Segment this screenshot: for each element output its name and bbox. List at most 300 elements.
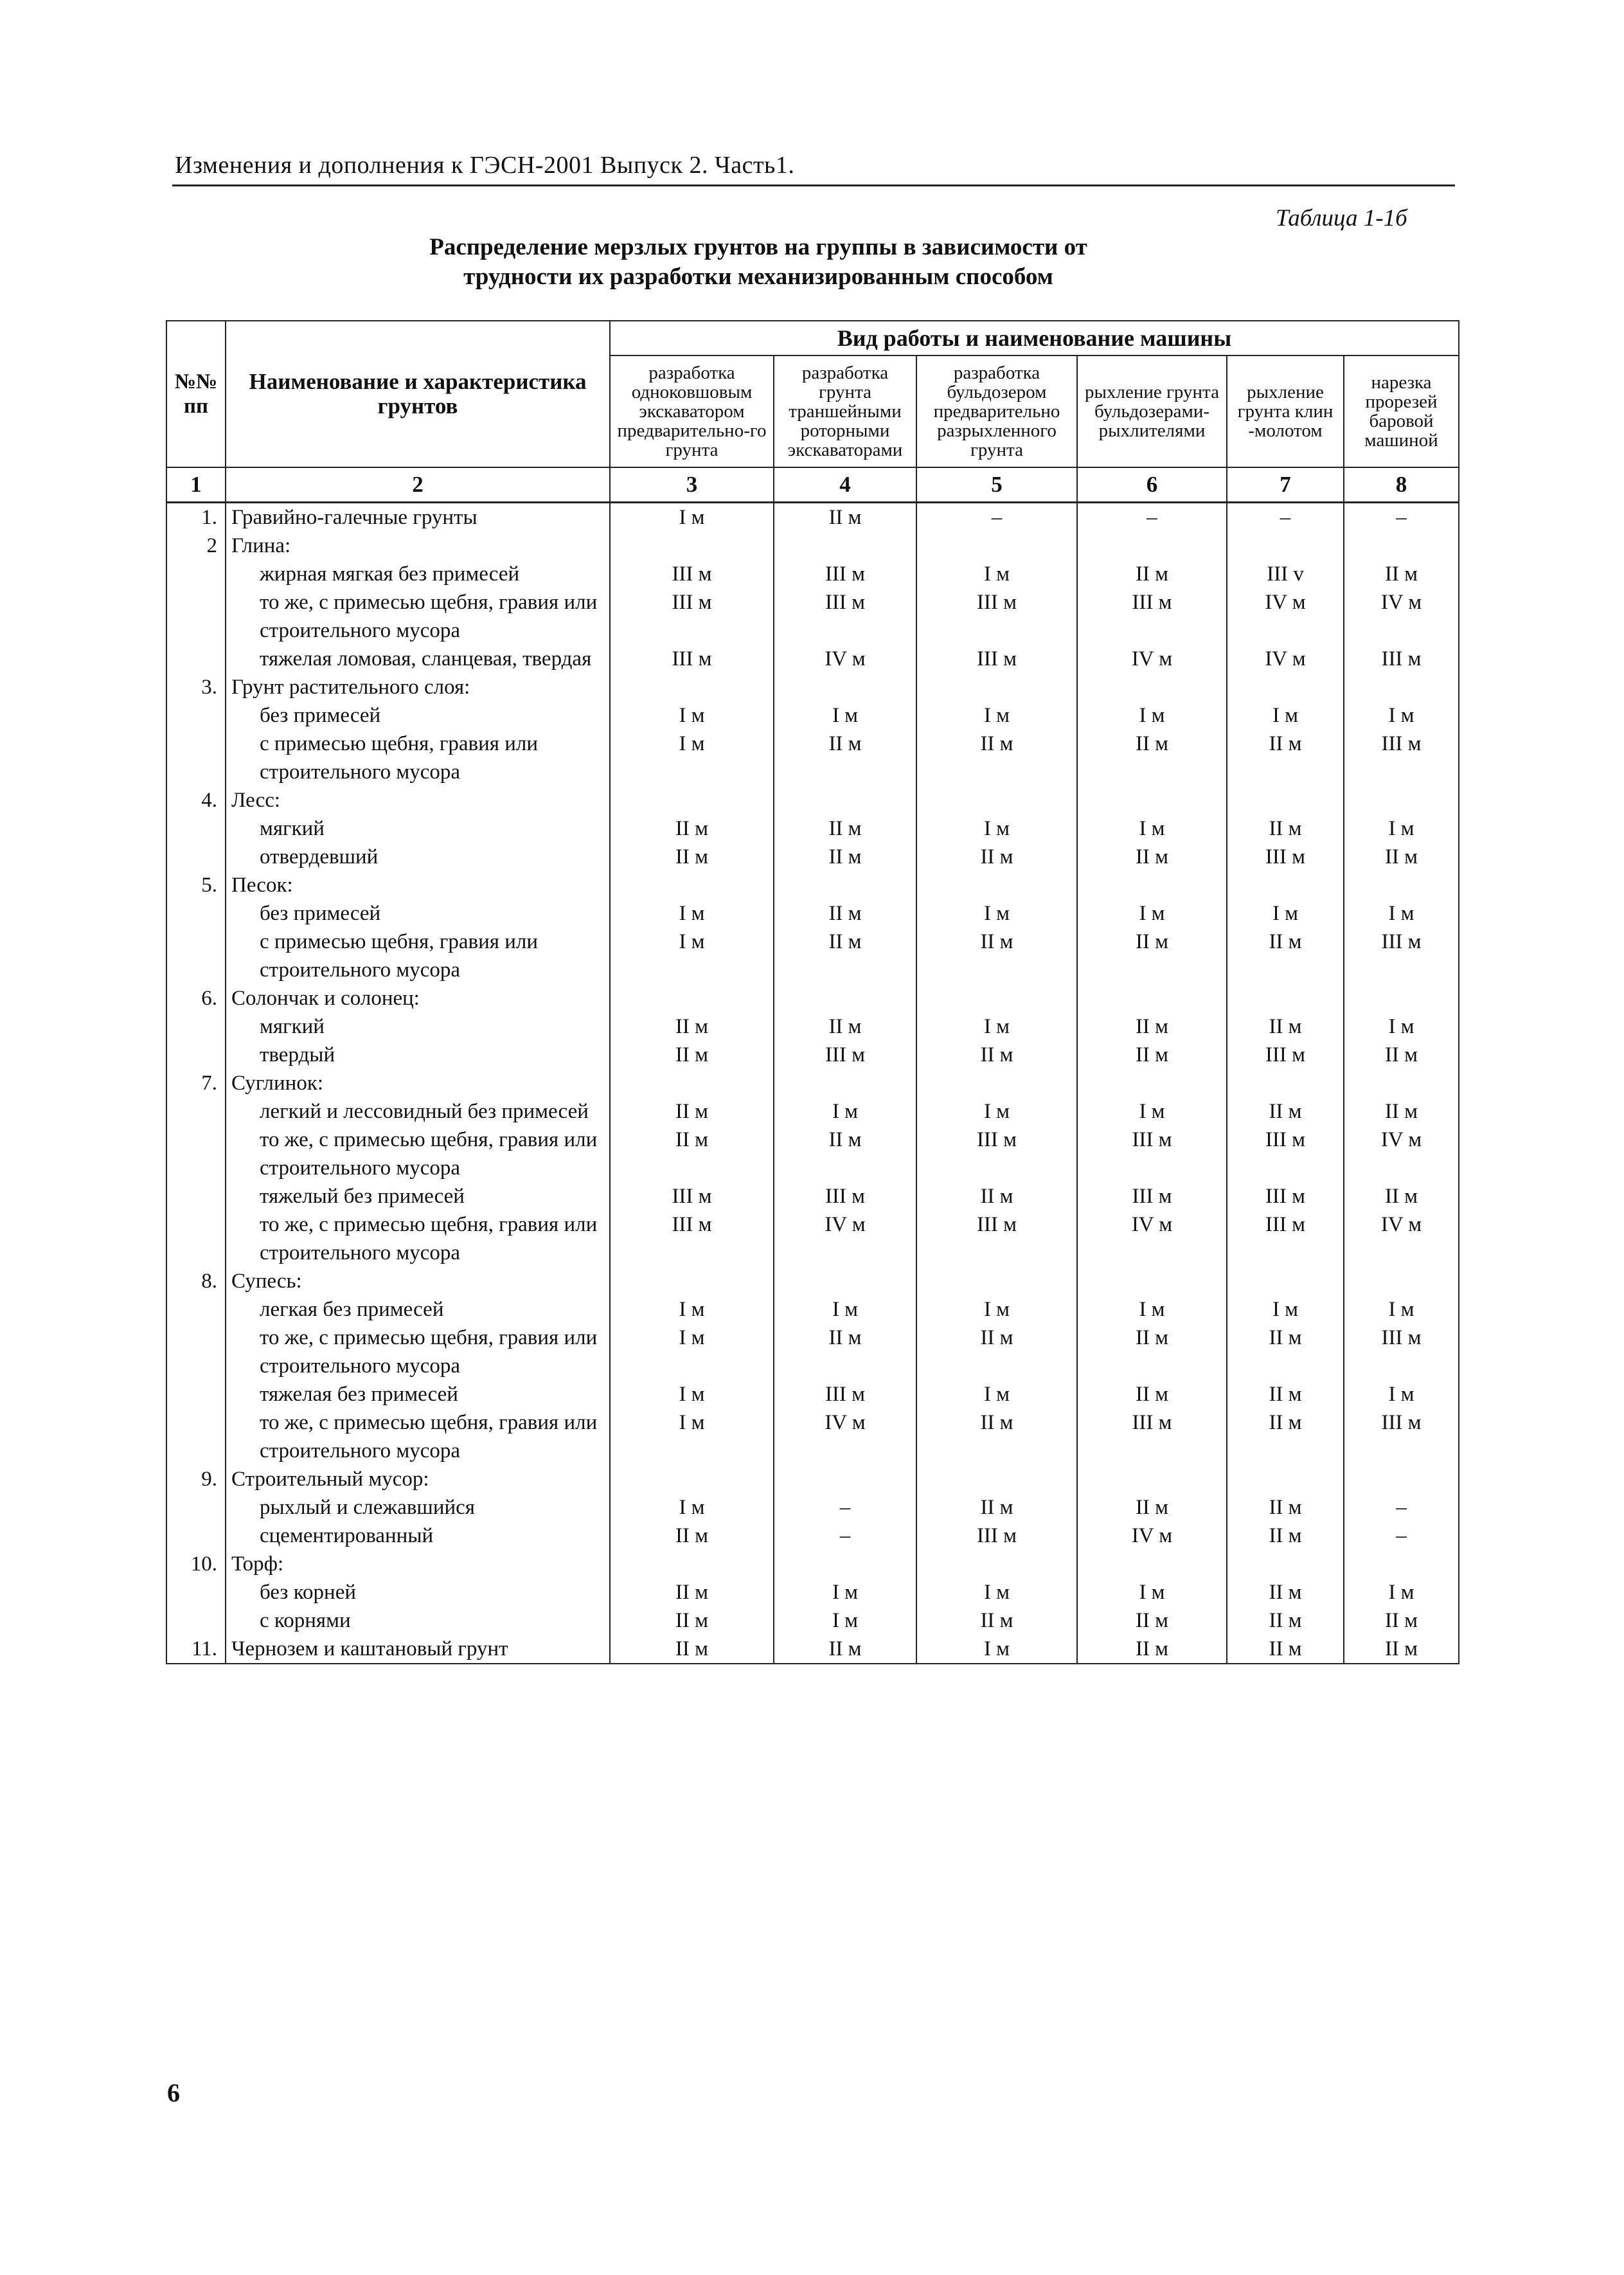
soil-group-cell: II м [774, 1324, 916, 1380]
table-title [398, 233, 1118, 292]
soil-group-cell: I м [610, 1380, 774, 1408]
soil-group-cell: III м [774, 588, 916, 645]
soil-group-cell [916, 871, 1077, 899]
row-number [166, 1522, 226, 1550]
soil-group-cell: II м [1227, 1493, 1344, 1522]
soil-group-cell: I м [1344, 814, 1459, 843]
soil-subtype-name: мягкий [226, 1012, 610, 1041]
column-header-name: Наименование и характеристика грунтов [226, 321, 610, 467]
soil-group-cell: I м [1227, 899, 1344, 928]
table-row [166, 503, 1459, 532]
soil-group-cell [1344, 673, 1459, 701]
soil-group-cell: IV м [1077, 645, 1227, 673]
soil-name: Гравийно-галечные грунты [226, 503, 610, 532]
soil-group-cell: II м [774, 1635, 916, 1664]
column-number: 4 [774, 467, 916, 503]
soil-group-cell [774, 532, 916, 560]
soil-subtype-name: без примесей [226, 899, 610, 928]
table-row [166, 701, 1459, 730]
soil-group-cell [1344, 1267, 1459, 1295]
soil-group-cell: I м [916, 1578, 1077, 1606]
soil-subtype-name: с примесью щебня, гравия или строительного мусора [226, 730, 610, 786]
soil-group-cell: II м [610, 814, 774, 843]
soil-group-cell: II м [610, 843, 774, 871]
row-number: 7. [166, 1069, 226, 1097]
soil-group-cell: II м [916, 1041, 1077, 1069]
soil-group-cell: I м [1344, 1380, 1459, 1408]
soil-group-cell [1227, 1465, 1344, 1493]
soil-group-cell [610, 871, 774, 899]
soil-group-cell: II м [610, 1606, 774, 1635]
soil-subtype-name: то же, с примесью щебня, гравия или строительного мусора [226, 588, 610, 645]
row-number [166, 1012, 226, 1041]
soil-group-cell: III м [774, 1182, 916, 1210]
soil-group-cell: II м [1227, 1380, 1344, 1408]
table-row [166, 588, 1459, 645]
column-number: 8 [1344, 467, 1459, 503]
soil-group-cell [610, 984, 774, 1012]
soil-group-cell: II м [1077, 1041, 1227, 1069]
soil-group-cell: II м [1227, 1635, 1344, 1664]
soil-group-cell [1077, 1550, 1227, 1578]
soil-group-cell: I м [774, 1097, 916, 1126]
row-number [166, 1578, 226, 1606]
row-number [166, 701, 226, 730]
soil-subtype-name: с примесью щебня, гравия или строительного мусора [226, 928, 610, 984]
soil-group-cell [1344, 532, 1459, 560]
row-number: 3. [166, 673, 226, 701]
soil-group-cell [1227, 1267, 1344, 1295]
row-number [166, 843, 226, 871]
soil-group-cell: IV м [1077, 1522, 1227, 1550]
soil-subtype-name: сцементированный [226, 1522, 610, 1550]
soil-group-cell: II м [774, 843, 916, 871]
soil-group-cell: III м [1077, 1126, 1227, 1182]
table-row [166, 645, 1459, 673]
soil-name: Строительный мусор: [226, 1465, 610, 1493]
soil-group-cell: I м [916, 1635, 1077, 1664]
row-number [166, 730, 226, 786]
table-row [166, 1210, 1459, 1267]
table-row [166, 1465, 1459, 1493]
row-number [166, 1295, 226, 1324]
soil-group-cell: I м [1227, 701, 1344, 730]
table-row [166, 532, 1459, 560]
soil-group-cell: II м [916, 730, 1077, 786]
soil-group-cell: III м [1227, 843, 1344, 871]
soil-group-cell: II м [774, 1012, 916, 1041]
soil-group-cell: I м [1344, 701, 1459, 730]
row-number [166, 1493, 226, 1522]
soil-group-cell: I м [1077, 899, 1227, 928]
soil-group-cell [1077, 871, 1227, 899]
soil-group-cell: II м [610, 1126, 774, 1182]
soil-group-cell: I м [916, 560, 1077, 588]
soil-subtype-name: тяжелая ломовая, сланцевая, твердая [226, 645, 610, 673]
row-number: 2 [166, 532, 226, 560]
soil-group-cell [1077, 673, 1227, 701]
row-number [166, 1324, 226, 1380]
soil-group-cell: I м [610, 1295, 774, 1324]
soil-subtype-name: тяжелая без примесей [226, 1380, 610, 1408]
table-row [166, 730, 1459, 786]
soil-group-cell: I м [774, 1578, 916, 1606]
soil-group-cell: III м [916, 1126, 1077, 1182]
soil-group-cell: II м [916, 1606, 1077, 1635]
soil-group-cell: II м [1227, 1097, 1344, 1126]
table-row [166, 1324, 1459, 1380]
table-row [166, 984, 1459, 1012]
soil-group-cell: I м [610, 730, 774, 786]
soil-group-cell: II м [1227, 1522, 1344, 1550]
soil-group-cell: III м [1344, 1324, 1459, 1380]
soil-subtype-name: легкая без примесей [226, 1295, 610, 1324]
table-row [166, 1380, 1459, 1408]
soil-group-cell: III м [1077, 588, 1227, 645]
soil-group-cell: II м [916, 1182, 1077, 1210]
soil-group-cell [774, 1267, 916, 1295]
soil-subtype-name: жирная мягкая без примесей [226, 560, 610, 588]
soil-group-cell: III м [610, 1210, 774, 1267]
soil-group-cell: II м [916, 1324, 1077, 1380]
row-number [166, 645, 226, 673]
soil-group-cell: IV м [1077, 1210, 1227, 1267]
table-row [166, 843, 1459, 871]
row-number [166, 588, 226, 645]
soil-group-cell: III м [916, 645, 1077, 673]
soil-group-cell: – [1344, 503, 1459, 532]
soil-group-cell: II м [1077, 730, 1227, 786]
soil-group-cell: III м [1344, 730, 1459, 786]
row-number: 10. [166, 1550, 226, 1578]
table-row [166, 1041, 1459, 1069]
soil-group-cell: II м [1344, 1097, 1459, 1126]
soil-group-cell: IV м [774, 645, 916, 673]
table-row [166, 786, 1459, 814]
soil-group-cell: II м [1077, 1606, 1227, 1635]
soil-group-cell: – [1344, 1522, 1459, 1550]
soil-group-cell: II м [774, 1126, 916, 1182]
soil-group-cell: I м [774, 701, 916, 730]
table-row [166, 1295, 1459, 1324]
soil-group-cell: II м [1227, 1606, 1344, 1635]
soil-group-cell: II м [916, 843, 1077, 871]
soil-group-cell: II м [1227, 1408, 1344, 1465]
soil-group-cell: II м [1344, 1182, 1459, 1210]
soil-group-cell: II м [916, 1408, 1077, 1465]
soil-group-cell: II м [1227, 814, 1344, 843]
soil-group-cell: III м [774, 1380, 916, 1408]
soil-group-cell: – [1227, 503, 1344, 532]
soil-group-cell [916, 532, 1077, 560]
soil-group-cell: II м [1344, 1606, 1459, 1635]
soil-group-cell [610, 673, 774, 701]
table-row [166, 814, 1459, 843]
soil-group-cell [1344, 871, 1459, 899]
soil-group-cell: I м [774, 1606, 916, 1635]
soil-group-cell [610, 1465, 774, 1493]
soil-group-cell [774, 984, 916, 1012]
soil-group-cell: – [1344, 1493, 1459, 1522]
soil-group-cell: III м [610, 645, 774, 673]
soil-group-cell: III м [916, 1522, 1077, 1550]
column-group-header: Вид работы и наименование машины [610, 321, 1459, 355]
column-number: 3 [610, 467, 774, 503]
table-row [166, 1635, 1459, 1664]
soil-group-cell: I м [610, 1493, 774, 1522]
table-row [166, 1578, 1459, 1606]
soil-group-cell: II м [916, 928, 1077, 984]
column-number: 5 [916, 467, 1077, 503]
soil-group-cell [1077, 984, 1227, 1012]
column-number: 7 [1227, 467, 1344, 503]
table-row [166, 1408, 1459, 1465]
soil-group-cell [774, 1550, 916, 1578]
soil-group-cell: I м [610, 1324, 774, 1380]
table-number: Таблица 1-1б [1276, 205, 1407, 231]
table-row [166, 673, 1459, 701]
soil-name: Солончак и солонец: [226, 984, 610, 1012]
soil-group-cell [774, 871, 916, 899]
soil-group-cell: – [1077, 503, 1227, 532]
soil-group-cell [610, 1550, 774, 1578]
soil-group-cell: III м [774, 560, 916, 588]
row-number [166, 1380, 226, 1408]
soil-group-cell: I м [1077, 1578, 1227, 1606]
soil-group-cell: II м [1227, 1324, 1344, 1380]
table-row [166, 1522, 1459, 1550]
soil-group-cell: II м [1077, 1493, 1227, 1522]
soil-subtype-name: легкий и лессовидный без примесей [226, 1097, 610, 1126]
soil-group-cell: III м [1344, 645, 1459, 673]
row-number: 6. [166, 984, 226, 1012]
row-number [166, 928, 226, 984]
soil-subtype-name: с корнями [226, 1606, 610, 1635]
soil-group-cell: III м [1227, 1126, 1344, 1182]
soil-groups-table [166, 320, 1459, 1664]
soil-group-cell: I м [1077, 1097, 1227, 1126]
table-row [166, 1126, 1459, 1182]
row-number [166, 814, 226, 843]
soil-group-cell: I м [916, 701, 1077, 730]
soil-name: Суглинок: [226, 1069, 610, 1097]
soil-group-cell: II м [1077, 1324, 1227, 1380]
soil-group-cell [1227, 984, 1344, 1012]
table-row [166, 1267, 1459, 1295]
soil-group-cell [610, 1069, 774, 1097]
soil-group-cell: IV м [774, 1210, 916, 1267]
soil-group-cell: II м [610, 1041, 774, 1069]
soil-group-cell: I м [610, 701, 774, 730]
row-number [166, 1408, 226, 1465]
soil-group-cell: I м [610, 899, 774, 928]
soil-group-cell: II м [1227, 928, 1344, 984]
soil-group-cell: II м [610, 1097, 774, 1126]
column-number-row [166, 467, 1459, 503]
soil-group-cell: – [916, 503, 1077, 532]
soil-subtype-name: то же, с примесью щебня, гравия или строительного мусора [226, 1210, 610, 1267]
soil-group-cell [1077, 786, 1227, 814]
soil-group-cell [916, 1267, 1077, 1295]
soil-group-cell [1227, 1550, 1344, 1578]
row-number [166, 1126, 226, 1182]
soil-group-cell: II м [610, 1635, 774, 1664]
row-number: 11. [166, 1635, 226, 1664]
soil-group-cell: III м [1227, 1210, 1344, 1267]
running-header: Изменения и дополнения к ГЭСН-2001 Выпуск 2. Часть1. [175, 152, 795, 179]
soil-group-cell [1227, 673, 1344, 701]
soil-group-cell: III м [610, 1182, 774, 1210]
soil-group-cell: III м [610, 560, 774, 588]
soil-name: Глина: [226, 532, 610, 560]
soil-group-cell: I м [1077, 814, 1227, 843]
page-number: 6 [167, 2078, 180, 2107]
soil-group-cell: I м [1344, 1578, 1459, 1606]
soil-group-cell [916, 1550, 1077, 1578]
soil-group-cell: II м [1077, 1012, 1227, 1041]
row-number [166, 560, 226, 588]
soil-group-cell: II м [774, 928, 916, 984]
soil-group-cell: I м [916, 1012, 1077, 1041]
table-row [166, 871, 1459, 899]
soil-group-cell [916, 673, 1077, 701]
soil-group-cell: II м [916, 1493, 1077, 1522]
soil-group-cell: II м [1077, 928, 1227, 984]
row-number [166, 1041, 226, 1069]
soil-subtype-name: тяжелый без примесей [226, 1182, 610, 1210]
soil-group-cell: II м [1344, 1041, 1459, 1069]
table-row [166, 560, 1459, 588]
soil-group-cell [610, 786, 774, 814]
soil-group-cell: II м [774, 503, 916, 532]
table-row [166, 1069, 1459, 1097]
soil-name: Песок: [226, 871, 610, 899]
soil-group-cell [610, 532, 774, 560]
soil-group-cell: II м [1077, 560, 1227, 588]
soil-group-cell: IV м [1344, 1126, 1459, 1182]
soil-group-cell [1344, 984, 1459, 1012]
row-number: 8. [166, 1267, 226, 1295]
column-number: 1 [166, 467, 226, 503]
row-number: 1. [166, 503, 226, 532]
soil-group-cell: II м [1227, 1578, 1344, 1606]
table-row [166, 1606, 1459, 1635]
row-number [166, 1097, 226, 1126]
soil-group-cell: II м [1344, 560, 1459, 588]
soil-group-cell: IV м [1344, 1210, 1459, 1267]
column-number: 2 [226, 467, 610, 503]
row-number: 4. [166, 786, 226, 814]
table-row [166, 928, 1459, 984]
soil-group-cell: II м [610, 1522, 774, 1550]
row-number [166, 1210, 226, 1267]
machine-header: рыхление грунта клин -молотом [1227, 355, 1344, 467]
soil-group-cell: II м [1227, 1012, 1344, 1041]
soil-group-cell [1077, 1069, 1227, 1097]
soil-group-cell [774, 673, 916, 701]
soil-group-cell: I м [610, 928, 774, 984]
soil-group-cell: I м [610, 503, 774, 532]
soil-subtype-name: мягкий [226, 814, 610, 843]
soil-group-cell [1344, 1465, 1459, 1493]
soil-group-cell: III м [916, 1210, 1077, 1267]
table-title-line-1: Распределение мерзлых грунтов на группы в зависимости от [429, 234, 1087, 260]
soil-group-cell: I м [610, 1408, 774, 1465]
row-number [166, 899, 226, 928]
soil-group-cell: III м [916, 588, 1077, 645]
soil-group-cell: II м [1077, 843, 1227, 871]
soil-group-cell: II м [1227, 730, 1344, 786]
soil-name: Супесь: [226, 1267, 610, 1295]
soil-subtype-name: твердый [226, 1041, 610, 1069]
soil-group-cell: IV м [1344, 588, 1459, 645]
soil-group-cell [916, 984, 1077, 1012]
soil-group-cell: III м [1227, 1182, 1344, 1210]
column-header-number: №№ пп [166, 321, 226, 467]
soil-name: Торф: [226, 1550, 610, 1578]
soil-name: Чернозем и каштановый грунт [226, 1635, 610, 1664]
soil-name: Лесс: [226, 786, 610, 814]
row-number [166, 1182, 226, 1210]
soil-group-cell: III v [1227, 560, 1344, 588]
table-row [166, 1012, 1459, 1041]
soil-group-cell [1227, 786, 1344, 814]
soil-group-cell: III м [610, 588, 774, 645]
soil-group-cell [610, 1267, 774, 1295]
soil-group-cell: II м [1077, 1635, 1227, 1664]
machine-header: разработка бульдозером предварительно разрыхленного грунта [916, 355, 1077, 467]
soil-group-cell: I м [916, 1097, 1077, 1126]
soil-group-cell: – [774, 1522, 916, 1550]
soil-group-cell: IV м [774, 1408, 916, 1465]
soil-group-cell [774, 1465, 916, 1493]
soil-group-cell: II м [1077, 1380, 1227, 1408]
soil-group-cell [774, 786, 916, 814]
soil-name: Грунт растительного слоя: [226, 673, 610, 701]
soil-group-cell: II м [1344, 843, 1459, 871]
soil-group-cell [916, 1465, 1077, 1493]
soil-group-cell [1227, 532, 1344, 560]
soil-group-cell: III м [1077, 1182, 1227, 1210]
machine-header: рыхление грунта бульдозерами-рыхлителями [1077, 355, 1227, 467]
column-number: 6 [1077, 467, 1227, 503]
soil-group-cell [1077, 532, 1227, 560]
soil-group-cell: I м [1077, 701, 1227, 730]
soil-group-cell: III м [1344, 928, 1459, 984]
soil-group-cell: – [774, 1493, 916, 1522]
machine-header: разработка одноковшовым экскаватором предварительно-го грунта [610, 355, 774, 467]
soil-group-cell [1344, 1550, 1459, 1578]
soil-group-cell: I м [1344, 1012, 1459, 1041]
table-title-line-2: трудности их разработки механизированным способом [463, 264, 1053, 290]
soil-group-cell [1344, 786, 1459, 814]
soil-group-cell: I м [916, 814, 1077, 843]
soil-group-cell [1227, 1069, 1344, 1097]
soil-group-cell: I м [916, 1295, 1077, 1324]
soil-group-cell [916, 1069, 1077, 1097]
row-number [166, 1606, 226, 1635]
table-row [166, 1182, 1459, 1210]
soil-group-cell: I м [916, 899, 1077, 928]
soil-group-cell: II м [610, 1578, 774, 1606]
soil-group-cell: I м [1344, 1295, 1459, 1324]
machine-header: разработка грунта траншейными роторными экскаваторами [774, 355, 916, 467]
machine-header: нарезка прорезей баровой машиной [1344, 355, 1459, 467]
soil-group-cell: I м [774, 1295, 916, 1324]
soil-subtype-name: то же, с примесью щебня, гравия или строительного мусора [226, 1408, 610, 1465]
soil-group-cell: II м [1344, 1635, 1459, 1664]
table-row [166, 1097, 1459, 1126]
